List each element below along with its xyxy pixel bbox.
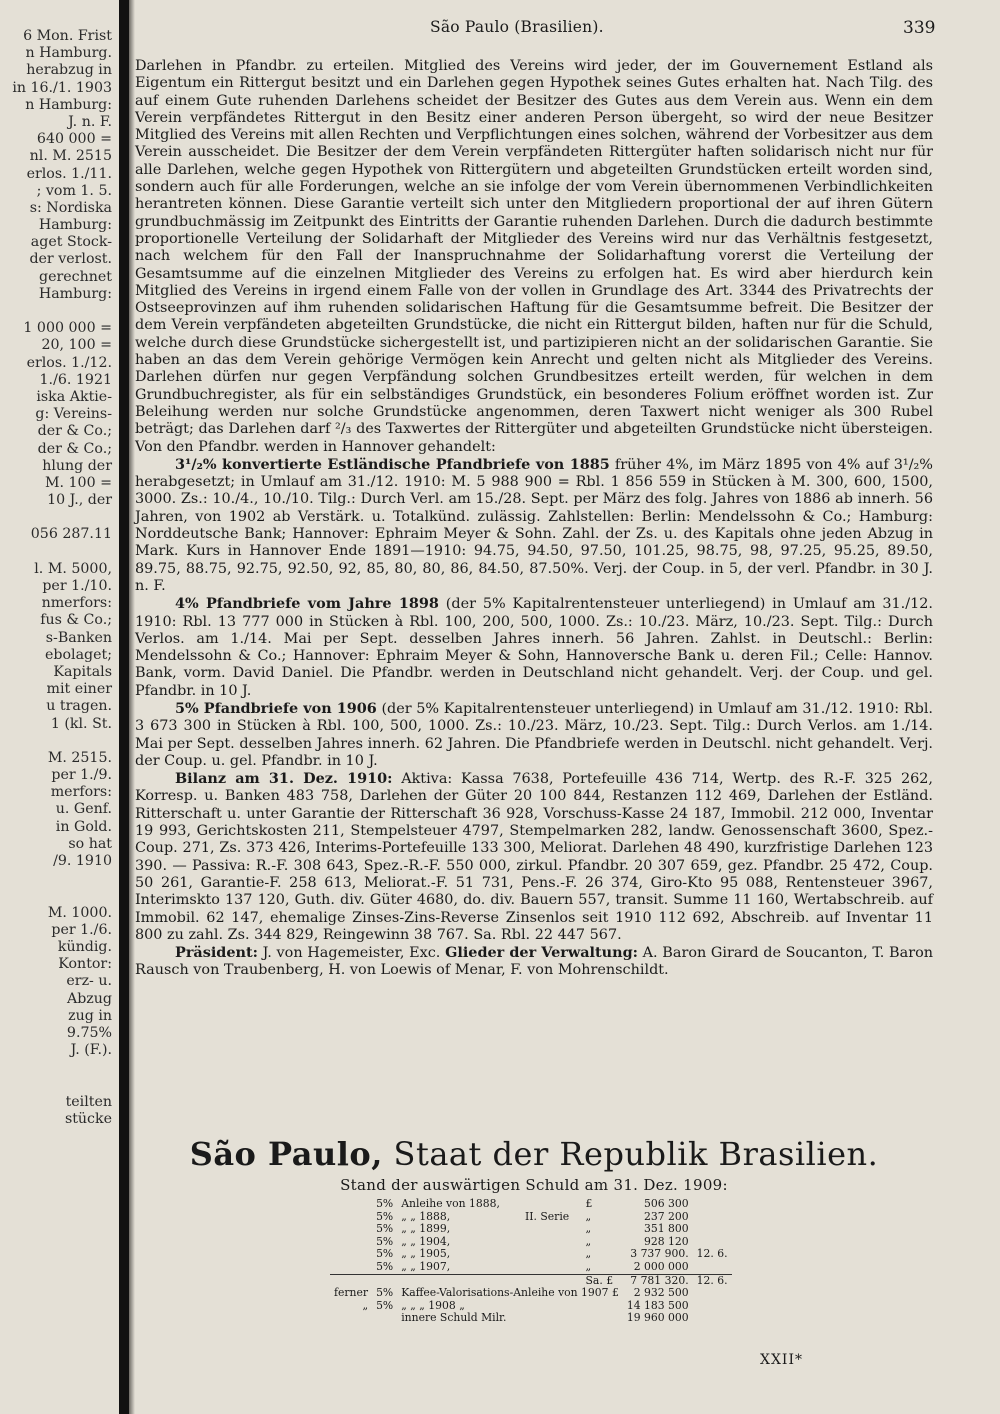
left-column-line: Hamburg: (38, 217, 112, 234)
left-column-line: 1 000 000 = (23, 320, 112, 337)
running-head: São Paulo (Brasilien). (430, 18, 604, 36)
left-column-line: so hat (68, 835, 112, 852)
left-column-line (0, 870, 118, 887)
sao-paulo-title-rest: Staat der Republik Brasilien. (393, 1135, 879, 1173)
left-column-line: mit einer (46, 681, 112, 698)
left-column-line: Kapitals (53, 663, 112, 680)
debt-cell: 12. 6. (693, 1274, 732, 1287)
debt-cell: 5% (376, 1259, 394, 1273)
left-column-line: kündig. (57, 938, 112, 955)
left-column-line (0, 509, 118, 526)
debt-cell: 5% (376, 1298, 394, 1312)
glieder-text: A. Baron Girard de Soucanton, T. Baron Rausch von Traubenberg, H. von Loewis of Menar, F. von Mohrenschildt. (135, 945, 934, 979)
left-column-line: 056 287.11 (30, 526, 112, 543)
left-column-line: 1 (kl. St. (50, 715, 112, 732)
left-column-line: nl. M. 2515 (29, 148, 112, 165)
left-column-line: in Gold. (55, 818, 112, 835)
left-column-line (0, 1076, 118, 1093)
left-column-line: u tragen. (46, 698, 112, 715)
bilanz-paragraph (135, 770, 933, 944)
left-column-line: hlung der (42, 457, 112, 474)
left-column-line: M. 2515. (47, 749, 112, 766)
debt-cell (330, 1223, 372, 1236)
section-4-pfandbriefe (135, 595, 933, 700)
debt-cell (330, 1198, 372, 1211)
debt-cell: 5% (376, 1247, 394, 1261)
debt-cell (330, 1248, 372, 1261)
left-column-line: per 1./6. (51, 921, 112, 938)
body-paragraph: Darlehen in Pfandbr. zu erteilen. Mitglied des Vereins wird jeder, der im Gouvernement Estland als Eigentum ein Rittergut besitzt und ein Darlehen gegen Hypothek seines Gutes erhalten hat. Nach Tilg. des auf einem Gute ruhenden Darlehens scheidet der Besitzer des Gutes aus dem Verein aus. Wenn ein dem Verein verpfändetes Rittergut in den Besitz einer anderen Person übergeht, so wird der neue Besitzer Mitglied des Vereins mit allen Rechten und Verpflichtungen eines solchen, während der Vorbesitzer aus dem Verein ausscheidet. Die Besitzer der dem Verein verpfändeten Rittergüter haften solidarisch nicht nur für alle Darlehen, welche gegen Hypothek von Rittergütern und abgeteilten Grundstücken erteilt worden sind, sondern auch für alle Forderungen, welche an sie infolge der vom Verein übernommenen Verbindlichkeiten herantreten können. Diese Garantie verteilt sich unter den Mitgliedern proportional der auf ihren Gütern grundbuchmässig im Zeitpunkt des Eintritts der Garantie ruhenden Darlehen. Durch die dadurch bestimmte proportionelle Verteilung der Solidarhaft der Mitglieder des Vereins wird nur das Verhältnis festgesetzt, nach welchem für den Fall der Inanspruchnahme der Solidarhaftung vorerst die Verteilung der Gesamtsumme auf die einzelnen Mitglieder des Vereins zu erfolgen hat. Es wird aber hierdurch kein Mitglied des Vereins in irgend einem Falle von der vollen in Grundlage des Art. 3344 des Privatrechts der Ostseeprovinzen auf ihm ruhenden solidarischen Haftung für die Gesamtsumme befreit. Die Besitzer der dem Verein verpfändeten abgeteilten Grundstücke, die nicht ein Rittergut bilden, haften nur für die Schuld, welche durch diese Grundstücke sichergestellt ist, und partizipieren nicht an der solidarischen Garantie. Sie haben an das dem Verein gehörige Vermögen kein Anrecht und gelten nicht als Mitglieder des Vereins. Darlehen dürfen nur gegen Verpfändung solchen Grundbesitzes erteilt werden, für welchen in dem Grundbuchregister, als für ein selbständiges Grundstück, ein besonderes Folium eröffnet worden ist. Zur Beleihung werden nur solche Grundstücke angenommen, deren Taxwert nicht weniger als 300 Rubel beträgt; das Darlehen darf ²/₃ des Taxwertes der Rittergüter und abgeteilten Grundstücke nicht übersteigen. Von den Pfandbr. werden in Hannover gehandelt: (135, 58, 933, 455)
debt-cell: 14 183 500 (626, 1298, 689, 1312)
debt-cell: „ (585, 1209, 592, 1223)
left-column-line: J. n. F. (68, 113, 112, 130)
left-column-line: n Hamburg: (25, 96, 112, 113)
left-column-line: herabzug in (26, 62, 112, 79)
section-3-5-pfandbriefe (135, 456, 933, 595)
debt-cell: „ (585, 1259, 592, 1273)
debt-cell: 5% (376, 1286, 394, 1300)
left-column-line: iska Aktie- (36, 388, 112, 405)
debt-cell: ferner (334, 1286, 369, 1300)
left-column-line: zug in (68, 1007, 112, 1024)
left-column-line: merfors: (50, 784, 112, 801)
debt-cell (521, 1236, 582, 1249)
debt-cell: „ „ 1904, (401, 1234, 451, 1248)
debt-cell: 928 120 (644, 1234, 689, 1248)
section-text: (der 5% Kapitalrentensteuer unterliegend) in Umlauf am 31./12. 1910: Rbl. 3 673 300 in Stücken à Rbl. 100, 500, 1000. Zs.: 10./23. März, 10./23. Sept. Tilg.: Durch Verlos. am 1./14. Mai per Sept. desselben Jahres innerh. 62 Jahren. Die Pfandbriefe werden in Deutschl. nicht gehandelt. Verj. der Coup. u. gel. Pfandbr. in 10 J. (135, 700, 933, 769)
left-column-line (0, 733, 118, 750)
left-column-line (0, 887, 118, 904)
debt-cell: „ „ 1888, (401, 1209, 451, 1223)
praesident-text: J. von Hagemeister, Exc. (262, 945, 441, 962)
debt-cell (330, 1261, 372, 1274)
section-title: 4% Pfandbriefe vom Jahre 1898 (175, 595, 439, 613)
left-column-line: per 1./9. (51, 767, 112, 784)
bilanz-title: Bilanz am 31. Dez. 1910: (175, 770, 393, 788)
debt-cell: 5% (376, 1209, 394, 1223)
debt-table (330, 1198, 732, 1325)
debt-cell: 2 932 500 (633, 1286, 689, 1300)
left-column-line: M. 1000. (47, 904, 112, 921)
sao-paulo-subtitle: Stand der auswärtigen Schuld am 31. Dez. 1909: (340, 1176, 728, 1194)
debt-cell: „ (585, 1222, 592, 1236)
debt-cell (521, 1223, 582, 1236)
debt-ferner-row (330, 1287, 732, 1300)
debt-cell: 19 960 000 (626, 1311, 689, 1325)
left-column-line: erlos. 1./11. (26, 165, 112, 182)
debt-cell (693, 1300, 732, 1313)
bilanz-text: Aktiva: Kassa 7638, Portefeuille 436 714, Wertp. des R.-F. 325 262, Korresp. u. Banken 483 758, Darlehen der Güter 20 100 844, Restanzen 112 469, Darlehen der Estländ. Ritterschaft u. unter Garantie der Ritterschaft 36 928, Vorschuss-Kasse 24 187, Immobil. 212 000, Inventar 19 993, Gerichtskosten 211, Stempelsteuer 4797, Stempelmarken 282, landw. Genossenschaft 3600, Spez.-Coup. 271, Zs. 373 426, Interims-Portefeuille 133 300, Meliorat. Darlehen 48 490, kurzfristige Darlehen 123 390. — Passiva: R.-F. 308 643, Spez.-R.-F. 550 000, zirkul. Pfandbr. 20 307 659, gez. Pfandbr. 25 472, Coup. 50 261, Garantie-F. 258 613, Meliorat.-F. 51 731, Pens.-F. 26 374, Giro-Kto 95 088, Rentensteuer 3967, Interimskto 137 120, Guth. div. Güter 4680, do. div. Bauern 557, transit. Summe 11 160, Wertabschreib. auf Immobil. 62 147, ehemalige Zinses-Zins-Reverse Zinsenlos seit 1910 112 692, Abschreib. auf Inventar 11 800 zu zahl. Zs. 344 829, Reingewinn 38 767. Sa. Rbl. 22 447 567. (135, 771, 933, 943)
section-title: 3¹/₂% konvertierte Estländische Pfandbriefe von 1885 (175, 455, 610, 473)
debt-cell (693, 1312, 732, 1325)
debt-cell: „ „ 1899, (401, 1222, 451, 1236)
left-column-line: erz- u. (66, 973, 112, 990)
debt-cell: „ (585, 1247, 592, 1261)
debt-cell: 5% (376, 1197, 394, 1210)
debt-cell: 506 300 (644, 1197, 689, 1210)
sao-paulo-heading (135, 1136, 933, 1194)
left-column-line: teilten (65, 1093, 112, 1110)
left-column-line: Kontor: (58, 956, 112, 973)
debt-cell (521, 1261, 582, 1274)
section-text: früher 4%, im März 1895 von 4% auf 3¹/₂% herabgesetzt; in Umlauf am 31./12. 1910: M. 5 988 900 = Rbl. 1 856 559 in Stücken à M. 300, 600, 1500, 3000. Zs.: 10./4., 10./10. Tilg.: Durch Verl. am 15./28. Sept. per März des folg. Jahres von 1886 ab innerh. 56 Jahren, von 1902 ab Verstärk. u. Totalkünd. zulässig. Zahlstellen: Berlin: Mendelssohn & Co.; Hamburg: Norddeutsche Bank; Hannover: Ephraim Meyer & Sohn. Zahl. der Zs. u. des Kapitals ohne jeden Abzug in Mark. Kurs in Hannover Ende 1891—1910: 94.75, 94.50, 97.50, 101.25, 98.75, 98, 97.25, 95.25, 89.50, 89.75, 88.75, 92.75, 92.50, 92, 85, 80, 80, 86, 84.50, 87.50%. Verj. der Coup. in 5, der verl. Pfandbr. in 30 J. n. F. (135, 456, 933, 594)
debt-cell: Kaffee-Valorisations-Anleihe von 1907 £ (401, 1286, 619, 1300)
praesident-label: Präsident: (175, 944, 258, 962)
left-column-line: ; vom 1. 5. (36, 182, 112, 199)
left-column-line: J. (F.). (70, 1042, 112, 1059)
debt-cell: 2 000 000 (633, 1259, 689, 1273)
debt-cell: „ (585, 1234, 592, 1248)
left-column-line: u. Genf. (55, 801, 112, 818)
debt-cell: 3 737 900. (630, 1247, 689, 1261)
debt-cell: „ (362, 1298, 369, 1312)
debt-cell: Anleihe von 1888, (401, 1197, 500, 1210)
section-5-pfandbriefe (135, 700, 933, 770)
left-column-line: stücke (64, 1110, 112, 1127)
section-text: (der 5% Kapitalrentensteuer unterliegend) in Umlauf am 31./12. 1910: Rbl. 13 777 000 in Stücken à Rbl. 100, 200, 500, 1000. Zs.: 10./23. März, 10./23. Sept. Tilg.: Durch Verlos. am 1./14. Mai per Sept. desselben Jahres innerh. 56 Jahren. Zahlst. in Deutschl.: Berlin: Mendelssohn & Co.; Hannover: Ephraim Meyer & Sohn, Hannoversche Bank u. deren Fil.; Celle: Hannov. Bank, vorm. David Daniel. Die Pfandbr. werden in Deutschland nicht gehandelt. Verj. der Coup. und gel. Pfandbr. in 10 J. (135, 596, 933, 699)
debt-cell: „ „ 1905, (401, 1247, 451, 1261)
left-column-line: 10 J., der (47, 492, 112, 509)
debt-cell (372, 1312, 397, 1325)
debt-ferner-row (330, 1312, 732, 1325)
left-column-line: erlos. 1./12. (26, 354, 112, 371)
left-column-line (0, 1059, 118, 1076)
left-column-fragment (0, 28, 118, 1408)
left-column-line: 9.75% (66, 1024, 112, 1041)
debt-cell: Sa. £ (582, 1274, 623, 1287)
debt-cell (521, 1248, 582, 1261)
left-column-line: 1./6. 1921 (39, 371, 112, 388)
left-column-line: l. M. 5000, (34, 560, 112, 577)
glieder-label: Glieder der Verwaltung: (445, 944, 638, 962)
debt-cell: „ „ „ 1908 „ (401, 1298, 465, 1312)
debt-cell: 7 781 320. (623, 1274, 693, 1287)
left-column-line: s-Banken (45, 629, 112, 646)
left-column-line: der & Co.; (37, 423, 112, 440)
debt-cell: „ „ 1907, (401, 1259, 451, 1273)
debt-cell (693, 1261, 732, 1274)
left-column-line: fus & Co.; (40, 612, 112, 629)
left-column-line: nmerfors: (41, 595, 112, 612)
left-column-line: gerechnet (39, 268, 112, 285)
debt-cell: 237 200 (644, 1209, 689, 1223)
left-column-line: g: Vereins- (35, 406, 112, 423)
sao-paulo-name: São Paulo, (189, 1135, 383, 1173)
debt-cell (330, 1236, 372, 1249)
debt-cell: £ (585, 1197, 593, 1210)
left-column-line: Hamburg: (38, 285, 112, 302)
left-column-line: /9. 1910 (53, 853, 112, 869)
left-column-line: der & Co.; (37, 440, 112, 457)
left-column-line: ebolaget; (45, 646, 112, 663)
debt-cell (693, 1287, 732, 1300)
left-column-line: M. 100 = (44, 474, 112, 491)
left-column-line: aget Stock- (30, 234, 112, 251)
debt-row (330, 1261, 732, 1274)
left-column-line: in 16./1. 1903 (12, 79, 112, 96)
binding-gutter (119, 0, 129, 1414)
debt-cell (693, 1223, 732, 1236)
debt-cell (330, 1312, 372, 1325)
praesident-paragraph (135, 944, 933, 980)
debt-cell: 5% (376, 1222, 394, 1236)
left-column-line: per 1./10. (42, 578, 112, 594)
debt-cell: innere Schuld Milr. (401, 1311, 507, 1325)
left-column-line (0, 303, 118, 320)
debt-cell: 5% (376, 1234, 394, 1248)
left-column-line: Abzug (66, 990, 112, 1007)
section-title: 5% Pfandbriefe von 1906 (175, 699, 377, 717)
sao-paulo-title (135, 1136, 933, 1172)
left-column-line: der verlost. (29, 251, 112, 268)
left-column-line: s: Nordiska (29, 199, 112, 216)
debt-cell: 12. 6. (696, 1247, 728, 1261)
signature-mark: XXII* (760, 1352, 803, 1368)
left-column-line: 6 Mon. Frist (23, 28, 112, 44)
left-column-line (0, 544, 118, 561)
left-column-line: 20, 100 = (41, 337, 112, 354)
debt-cell (693, 1198, 732, 1211)
debt-cell (330, 1211, 372, 1224)
debt-row (330, 1223, 732, 1236)
left-column-line: 640 000 = (36, 131, 112, 148)
debt-cell: 351 800 (644, 1222, 689, 1236)
debt-row (330, 1198, 732, 1211)
page-number: 339 (903, 18, 936, 38)
debt-cell (521, 1198, 582, 1211)
left-column-line: n Hamburg. (25, 45, 112, 62)
main-text-column (135, 58, 933, 980)
debt-cell: II. Serie (525, 1209, 570, 1223)
debt-cell (693, 1211, 732, 1224)
